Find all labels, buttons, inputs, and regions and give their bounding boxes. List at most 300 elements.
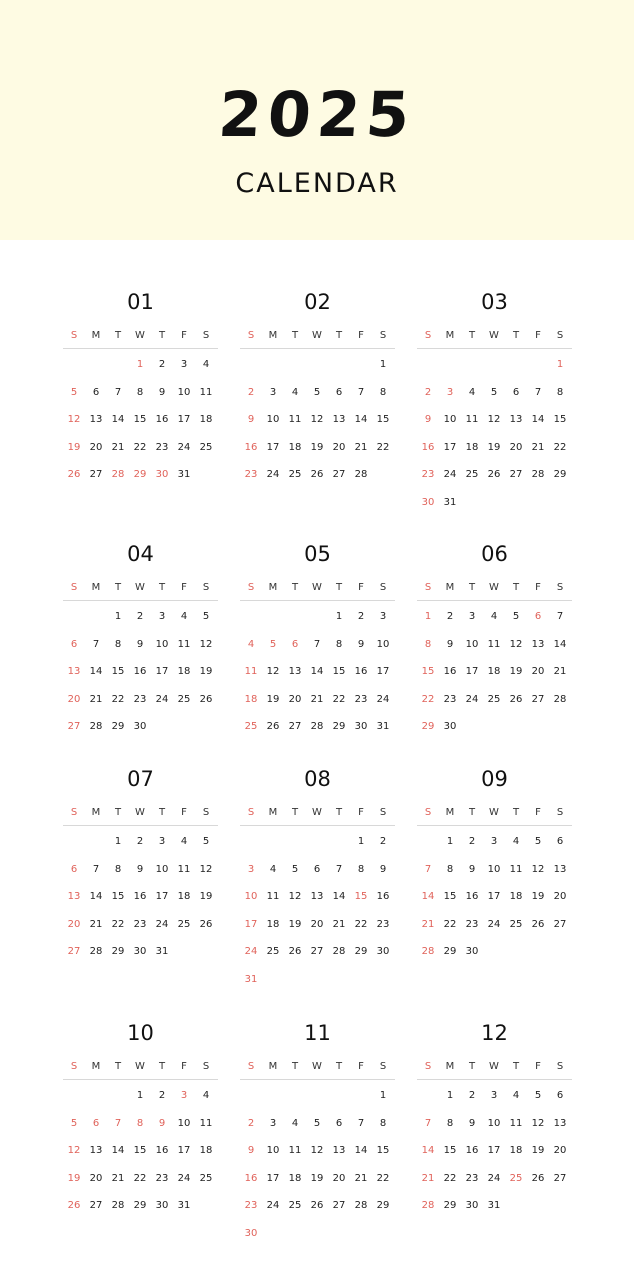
weekday-label: M [268, 330, 278, 341]
weekday-label: M [268, 1061, 278, 1072]
weekday-label: S [556, 582, 564, 593]
day-cell: 22 [443, 918, 457, 930]
weekday-label: M [445, 330, 455, 341]
day-cell: 22 [443, 1172, 457, 1184]
day-cell: 24 [376, 693, 390, 705]
day-cell: 29 [553, 469, 567, 480]
day-cell: 20 [332, 1172, 346, 1184]
day-cell: 16 [354, 666, 368, 677]
day-cell: 17 [244, 918, 258, 930]
day-cell: 2 [446, 611, 454, 622]
weekday-header [63, 582, 218, 596]
day-cell: 10 [376, 638, 390, 650]
day-cell: 16 [155, 414, 169, 425]
day-cell: 22 [553, 441, 567, 453]
day-cell: 25 [288, 469, 302, 480]
day-cell: 31 [376, 721, 390, 732]
day-cell: 19 [487, 441, 501, 453]
day-cell: 1 [556, 359, 564, 370]
day-cell: 19 [531, 1145, 545, 1156]
day-cell: 19 [310, 1172, 324, 1184]
divider [63, 600, 218, 601]
day-cell: 26 [288, 946, 302, 957]
day-cell: 16 [155, 1145, 169, 1156]
divider [240, 825, 395, 826]
day-cell: 10 [487, 863, 501, 875]
day-cell: 27 [67, 721, 81, 732]
day-cell: 2 [136, 836, 144, 847]
day-cell: 13 [332, 414, 346, 425]
day-cell: 17 [177, 414, 191, 425]
day-cell: 3 [490, 1090, 498, 1101]
weekday-label: T [335, 330, 343, 341]
day-cell: 21 [421, 1172, 435, 1184]
year-title: 2025 [216, 78, 418, 151]
day-cell: 20 [67, 693, 81, 705]
weekday-label: S [247, 807, 255, 818]
weekday-label: W [312, 807, 322, 818]
day-cell: 18 [465, 441, 479, 453]
day-cell: 7 [424, 863, 432, 875]
day-cell: 7 [424, 1117, 432, 1129]
day-cell: 14 [310, 666, 324, 677]
weekday-label: S [379, 807, 387, 818]
day-cell: 11 [509, 863, 523, 875]
weekday-label: F [358, 807, 364, 818]
day-cell: 2 [158, 1090, 166, 1101]
day-cell: 29 [133, 1200, 147, 1211]
weekday-label: M [91, 1061, 101, 1072]
day-cell: 7 [534, 386, 542, 398]
day-cell: 16 [465, 1145, 479, 1156]
day-cell: 24 [177, 441, 191, 453]
day-cell: 2 [468, 1090, 476, 1101]
day-cell: 5 [291, 863, 299, 875]
month-title: 03 [481, 290, 508, 314]
day-cell: 23 [465, 918, 479, 930]
day-cell: 31 [155, 946, 169, 957]
weekday-header [240, 807, 395, 821]
day-cell: 28 [332, 946, 346, 957]
weekday-label: T [114, 1061, 122, 1072]
day-cell: 22 [354, 918, 368, 930]
weekday-label: T [114, 807, 122, 818]
day-cell: 22 [133, 441, 147, 453]
day-cell: 7 [556, 611, 564, 622]
weekday-label: W [135, 330, 145, 341]
day-cell: 3 [468, 611, 476, 622]
day-cell: 27 [288, 721, 302, 732]
day-cell: 6 [70, 863, 78, 875]
day-cell: 10 [266, 414, 280, 425]
day-cell: 6 [335, 1117, 343, 1129]
day-cell: 9 [468, 863, 476, 875]
day-cell: 22 [421, 693, 435, 705]
day-cell: 20 [553, 891, 567, 902]
weekday-label: F [181, 1061, 187, 1072]
day-cell: 30 [133, 946, 147, 957]
day-cell: 26 [310, 469, 324, 480]
day-cell: 28 [531, 469, 545, 480]
divider [240, 600, 395, 601]
day-cell: 1 [357, 836, 365, 847]
day-cell: 1 [379, 1090, 387, 1101]
day-cell: 6 [92, 386, 100, 398]
day-cell: 3 [269, 386, 277, 398]
day-cell: 9 [247, 1145, 255, 1156]
day-cell: 3 [158, 836, 166, 847]
day-cell: 24 [266, 469, 280, 480]
day-cell: 16 [133, 666, 147, 677]
day-cell: 27 [310, 946, 324, 957]
calendar-subtitle: CALENDAR [235, 168, 399, 199]
day-cell: 12 [67, 1145, 81, 1156]
day-cell: 3 [180, 359, 188, 370]
day-cell: 18 [266, 918, 280, 930]
weekday-label: T [158, 1061, 166, 1072]
day-cell: 30 [465, 946, 479, 957]
day-cell: 3 [158, 611, 166, 622]
day-cell: 5 [313, 1117, 321, 1129]
day-cell: 9 [468, 1117, 476, 1129]
day-cell: 8 [556, 386, 564, 398]
day-cell: 14 [111, 414, 125, 425]
day-cell: 5 [70, 1117, 78, 1129]
day-cell: 27 [553, 918, 567, 930]
day-cell: 16 [465, 891, 479, 902]
day-cell: 30 [244, 1227, 258, 1239]
weekday-header [240, 1061, 395, 1075]
day-cell: 18 [487, 666, 501, 677]
weekday-label: F [358, 330, 364, 341]
divider [63, 1079, 218, 1080]
day-cell: 28 [89, 721, 103, 732]
weekday-label: T [512, 582, 520, 593]
day-cell: 16 [244, 1172, 258, 1184]
day-cell: 11 [244, 666, 258, 677]
day-cell: 29 [443, 946, 457, 957]
day-cell: 10 [443, 414, 457, 425]
day-cell: 14 [421, 891, 435, 902]
day-cell: 10 [177, 1117, 191, 1129]
day-cell: 27 [509, 469, 523, 480]
day-cell: 4 [202, 359, 210, 370]
weekday-label: S [247, 330, 255, 341]
day-cell: 11 [465, 414, 479, 425]
day-cell: 29 [133, 469, 147, 480]
day-cell: 15 [332, 666, 346, 677]
divider [417, 1079, 572, 1080]
day-cell: 23 [421, 469, 435, 480]
day-cell: 9 [136, 638, 144, 650]
day-cell: 2 [136, 611, 144, 622]
day-cell: 24 [155, 693, 169, 705]
day-cell: 1 [335, 611, 343, 622]
day-cell: 18 [199, 1145, 213, 1156]
day-cell: 12 [266, 666, 280, 677]
day-cell: 1 [136, 1090, 144, 1101]
day-cell: 2 [468, 836, 476, 847]
weekday-label: T [335, 1061, 343, 1072]
day-cell: 4 [512, 1090, 520, 1101]
day-cell: 25 [288, 1200, 302, 1211]
month-title: 11 [304, 1021, 331, 1045]
day-cell: 4 [490, 611, 498, 622]
day-cell: 14 [354, 1145, 368, 1156]
day-cell: 27 [89, 469, 103, 480]
day-cell: 9 [357, 638, 365, 650]
day-cell: 11 [509, 1117, 523, 1129]
day-cell: 2 [357, 611, 365, 622]
day-cell: 13 [332, 1145, 346, 1156]
weekday-label: M [445, 807, 455, 818]
day-cell: 19 [199, 666, 213, 677]
day-cell: 27 [67, 946, 81, 957]
day-cell: 5 [202, 611, 210, 622]
day-cell: 21 [310, 693, 324, 705]
day-cell: 18 [199, 414, 213, 425]
day-cell: 7 [335, 863, 343, 875]
day-cell: 24 [266, 1200, 280, 1211]
weekday-label: T [291, 1061, 299, 1072]
day-cell: 15 [421, 666, 435, 677]
day-cell: 9 [158, 1117, 166, 1129]
day-cell: 3 [247, 863, 255, 875]
weekday-label: M [268, 807, 278, 818]
weekday-label: T [291, 330, 299, 341]
weekday-label: W [312, 1061, 322, 1072]
day-cell: 10 [155, 638, 169, 650]
day-cell: 4 [468, 386, 476, 398]
weekday-label: T [512, 330, 520, 341]
day-cell: 20 [553, 1145, 567, 1156]
weekday-label: M [91, 330, 101, 341]
day-cell: 26 [199, 693, 213, 705]
day-cell: 24 [177, 1172, 191, 1184]
divider [63, 825, 218, 826]
day-cell: 11 [199, 1117, 213, 1129]
day-cell: 19 [67, 441, 81, 453]
weekday-header [63, 330, 218, 344]
weekday-header [417, 807, 572, 821]
day-cell: 8 [379, 1117, 387, 1129]
day-cell: 8 [114, 863, 122, 875]
day-cell: 17 [487, 1145, 501, 1156]
month-title: 10 [127, 1021, 154, 1045]
day-cell: 25 [266, 946, 280, 957]
month-title: 12 [481, 1021, 508, 1045]
day-cell: 18 [288, 441, 302, 453]
weekday-header [417, 330, 572, 344]
weekday-label: T [335, 807, 343, 818]
day-cell: 20 [67, 918, 81, 930]
day-cell: 14 [111, 1145, 125, 1156]
day-cell: 28 [553, 693, 567, 705]
day-cell: 18 [177, 666, 191, 677]
day-cell: 21 [354, 441, 368, 453]
day-cell: 29 [354, 946, 368, 957]
day-cell: 21 [111, 441, 125, 453]
day-cell: 18 [509, 891, 523, 902]
day-cell: 1 [114, 836, 122, 847]
weekday-header [63, 1061, 218, 1075]
month-title: 09 [481, 767, 508, 791]
day-cell: 28 [354, 469, 368, 480]
day-cell: 2 [247, 386, 255, 398]
day-cell: 17 [487, 891, 501, 902]
day-cell: 9 [136, 863, 144, 875]
weekday-label: W [312, 582, 322, 593]
day-cell: 5 [269, 638, 277, 650]
day-cell: 15 [133, 1145, 147, 1156]
day-cell: 18 [177, 891, 191, 902]
day-cell: 6 [335, 386, 343, 398]
day-cell: 5 [490, 386, 498, 398]
day-cell: 3 [490, 836, 498, 847]
day-cell: 23 [133, 693, 147, 705]
day-cell: 8 [379, 386, 387, 398]
day-cell: 17 [443, 441, 457, 453]
day-cell: 16 [133, 891, 147, 902]
day-cell: 22 [111, 918, 125, 930]
day-cell: 14 [89, 666, 103, 677]
day-cell: 10 [266, 1145, 280, 1156]
weekday-label: T [158, 582, 166, 593]
day-cell: 1 [136, 359, 144, 370]
day-cell: 28 [111, 469, 125, 480]
weekday-label: W [489, 330, 499, 341]
day-cell: 7 [357, 386, 365, 398]
day-cell: 26 [67, 1200, 81, 1211]
weekday-label: S [424, 1061, 432, 1072]
day-cell: 28 [421, 1200, 435, 1211]
day-cell: 29 [443, 1200, 457, 1211]
day-cell: 24 [155, 918, 169, 930]
weekday-label: T [158, 807, 166, 818]
weekday-header [417, 1061, 572, 1075]
day-cell: 10 [244, 891, 258, 902]
day-cell: 9 [247, 414, 255, 425]
day-cell: 12 [199, 638, 213, 650]
day-cell: 5 [534, 836, 542, 847]
day-cell: 25 [177, 918, 191, 930]
weekday-label: T [468, 582, 476, 593]
day-cell: 9 [379, 863, 387, 875]
day-cell: 7 [92, 863, 100, 875]
day-cell: 27 [332, 469, 346, 480]
day-cell: 20 [531, 666, 545, 677]
divider [63, 348, 218, 349]
weekday-label: S [556, 330, 564, 341]
day-cell: 15 [553, 414, 567, 425]
day-cell: 11 [177, 638, 191, 650]
day-cell: 23 [244, 1200, 258, 1211]
day-cell: 11 [288, 1145, 302, 1156]
divider [240, 348, 395, 349]
day-cell: 31 [487, 1200, 501, 1211]
day-cell: 15 [111, 666, 125, 677]
day-cell: 29 [376, 1200, 390, 1211]
day-cell: 23 [244, 469, 258, 480]
day-cell: 8 [136, 1117, 144, 1129]
day-cell: 27 [531, 693, 545, 705]
weekday-label: S [379, 1061, 387, 1072]
day-cell: 6 [70, 638, 78, 650]
weekday-header [240, 582, 395, 596]
day-cell: 15 [443, 891, 457, 902]
day-cell: 17 [155, 666, 169, 677]
weekday-label: F [535, 582, 541, 593]
day-cell: 1 [114, 611, 122, 622]
month-title: 06 [481, 542, 508, 566]
day-cell: 7 [114, 1117, 122, 1129]
day-cell: 26 [199, 918, 213, 930]
day-cell: 19 [288, 918, 302, 930]
weekday-label: S [379, 330, 387, 341]
day-cell: 25 [199, 441, 213, 453]
day-cell: 6 [291, 638, 299, 650]
day-cell: 26 [531, 1172, 545, 1184]
day-cell: 16 [421, 441, 435, 453]
day-cell: 12 [531, 863, 545, 875]
day-cell: 11 [487, 638, 501, 650]
day-cell: 31 [177, 1200, 191, 1211]
weekday-label: M [91, 582, 101, 593]
day-cell: 23 [155, 441, 169, 453]
weekday-label: M [91, 807, 101, 818]
day-cell: 30 [376, 946, 390, 957]
day-cell: 22 [332, 693, 346, 705]
day-cell: 14 [89, 891, 103, 902]
day-cell: 30 [354, 721, 368, 732]
day-cell: 22 [111, 693, 125, 705]
day-cell: 29 [421, 721, 435, 732]
day-cell: 26 [67, 469, 81, 480]
weekday-label: T [512, 1061, 520, 1072]
day-cell: 4 [247, 638, 255, 650]
weekday-label: T [114, 330, 122, 341]
day-cell: 12 [310, 1145, 324, 1156]
day-cell: 19 [199, 891, 213, 902]
day-cell: 18 [509, 1145, 523, 1156]
day-cell: 24 [244, 946, 258, 957]
day-cell: 10 [487, 1117, 501, 1129]
day-cell: 21 [89, 918, 103, 930]
day-cell: 1 [446, 836, 454, 847]
day-cell: 21 [421, 918, 435, 930]
day-cell: 30 [155, 469, 169, 480]
day-cell: 21 [111, 1172, 125, 1184]
weekday-label: F [358, 1061, 364, 1072]
weekday-label: F [535, 1061, 541, 1072]
day-cell: 17 [376, 666, 390, 677]
weekday-label: S [556, 1061, 564, 1072]
weekday-label: S [70, 807, 78, 818]
day-cell: 25 [199, 1172, 213, 1184]
day-cell: 12 [67, 414, 81, 425]
day-cell: 11 [266, 891, 280, 902]
divider [417, 825, 572, 826]
weekday-label: T [468, 330, 476, 341]
weekday-label: T [291, 582, 299, 593]
day-cell: 1 [424, 611, 432, 622]
weekday-label: T [114, 582, 122, 593]
day-cell: 15 [354, 891, 368, 902]
day-cell: 25 [509, 1172, 523, 1184]
weekday-label: F [535, 330, 541, 341]
day-cell: 27 [332, 1200, 346, 1211]
day-cell: 3 [269, 1117, 277, 1129]
